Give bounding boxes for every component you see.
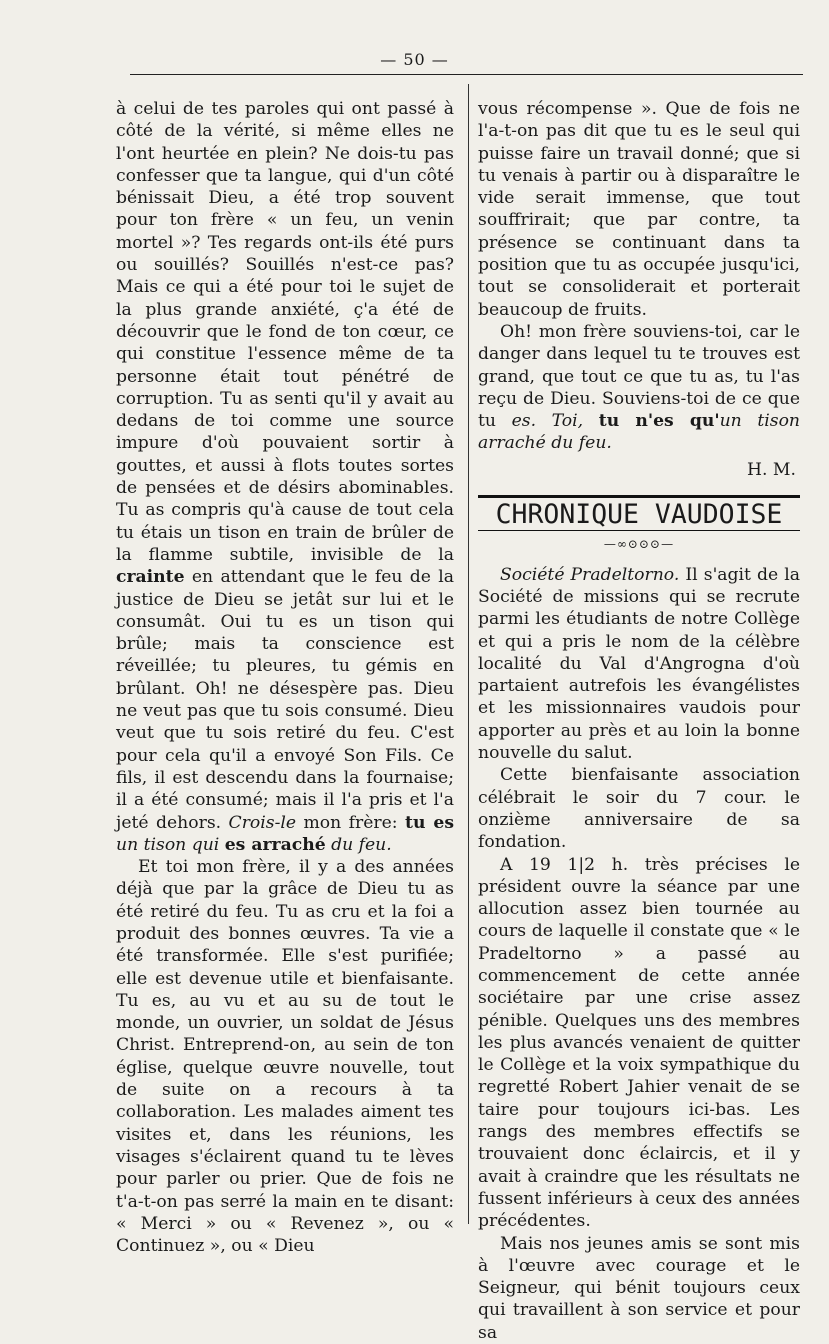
section-title: CHRONIQUE VAUDOISE [495, 499, 783, 531]
right-p3-text: Il s'agit de la Société de missions qui se recrute parmi les étudiants de notre Collège et qui a pris le nom de la célèbre localité du Val d'Angrogna d'où partaient autrefois les évangélistes et les missionnaires vaudois pour apporter au près et au loin la bonne nouvelle du salut. [478, 564, 800, 764]
column-divider [468, 84, 469, 1224]
left-p1-bold-3: es arraché [224, 834, 326, 855]
left-p1c-text: mon frère: [303, 812, 398, 833]
right-paragraph-5: A 19 1|2 h. très précises le président ouvre la séance par une allocution assez bien tournée au cours de laquelle il constate que « le Pradeltorno » a passé au commencement de cette année sociétaire par une crise assez pénible. Quelques uns des membres les plus avancés venaient de quitter le Collège et la voix sympathique du regretté Robert Jahier venait de se taire pour toujours ici-bas. Les rangs des membres effectifs se trouvaient donc éclaircis, et il y avait à craindre que les résultats ne fussent inférieurs à ceux des années précédentes. [478, 854, 800, 1232]
ornament: —∞⊙⊙⊙— [603, 537, 675, 552]
right-p3-italic: Société Pradeltorno. [500, 564, 680, 585]
left-p1-italic-2: un tison qui [116, 834, 220, 855]
section-rule-bottom [478, 530, 800, 531]
left-paragraph-1 [116, 98, 454, 856]
right-p2-bold: tu n'es qu' [598, 411, 720, 432]
left-p1-italic-3: du feu. [331, 834, 392, 855]
left-p1b-text: en attendant que le feu de la justice de Dieu se jetât sur lui et le consumât. Oui tu es un tison qui brûle; mais ta conscience est réveillée; tu pleures, tu gémis en brûlant. Oh! ne désespère pas. Dieu ne veut pas que tu sois consumé. Dieu veut que tu sois retiré du feu. C'est pour cela qu'il a envoyé Son Fils. Ce fils, il est descendu dans la fournaise; il a été consumé; mais il l'a pris et l'a jeté dehors. [116, 567, 455, 833]
right-paragraph-4: Cette bienfaisante association célébrait le soir du 7 cour. le onzième anniversaire de sa fondation. [478, 765, 800, 853]
section-rule-top [478, 495, 800, 498]
right-p2-italic-1: es. Toi, [511, 411, 584, 432]
left-paragraph-2: Et toi mon frère, il y a des années déjà que par la grâce de Dieu tu as été retiré du feu. Tu as cru et la foi a produit des bonnes œuvres. Ta vie a été transformée. Elle s'est purifiée; elle est devenue utile et bienfaisante. Tu es, au vu et au su de tout le monde, un ouvrier, un soldat de Jésus Christ. Entreprend-on, au sein de ton église, quelque œuvre nouvelle, tout de suite on a recours à ta collaboration. Les malades aiment tes visites et, dans les réunions, les visages s'éclairent quand tu te lèves pour parler ou prier. Que de fois ne t'a-t-on pas serré la main en te disant: « Merci » ou « Revenez », ou « Continuez », ou « Dieu [116, 857, 454, 1257]
right-p2-text: Oh! mon frère souviens-toi, car le danger dans lequel tu te trouves est grand, que tout ce que tu as, tu l'as reçu de Dieu. Souviens-toi de ce que tu [478, 321, 800, 432]
right-paragraph-2 [478, 321, 800, 455]
left-p1-italic-1: Crois-le [228, 812, 297, 833]
right-p2-italic-2: un tison arraché du feu. [478, 411, 801, 454]
right-paragraph-6: Mais nos jeunes amis se sont mis à l'œuvre avec courage et le Seigneur, qui bénit toujours ceux qui travaillent à son service et pour sa [478, 1233, 800, 1343]
right-column [478, 98, 800, 1344]
right-paragraph-1: vous récompense ». Que de fois ne l'a-t-on pas dit que tu es le seul qui puisse faire un travail donné; que si tu venais à partir ou à disparaître le vide serait immense, que tout souffrirait; que par contre, ta présence se continuant dans ta position que tu as occupée jusqu'ici, tout se consoliderait et porterait beaucoup de fruits. [478, 99, 800, 320]
article-signature: H. M. [747, 459, 796, 480]
right-paragraph-3 [478, 564, 800, 765]
left-p1-bold-2: tu es [405, 812, 455, 833]
left-p1-text: à celui de tes paroles qui ont passé à côté de la vérité, si même elles ne l'ont heurtée en plein? Ne dois-tu pas confesser que ta langue, qui d'un côté bénissait Dieu, a été trop souvent pour ton frère « un feu, un venin mortel »? Tes regards ont-ils été purs ou souillés? Souillés n'est-ce pas? Mais ce qui a été pour toi le sujet de la plus grande anxiété, ç'a été de découvrir que le fond de ton cœur, ce qui constitue l'essence même de ta personne était tout pénétré de corruption. Tu as senti qu'il y avait au dedans de toi comme une source impure d'où pouvaient sortir à gouttes, et aussi à flots toutes sortes de pensées et de désirs abominables. Tu as compris qu'à cause de tout cela tu étais un tison en train de brûler de la flamme subtile, invisible de la [116, 99, 454, 565]
top-rule [130, 74, 803, 75]
page-number: — 50 — [380, 50, 449, 69]
left-column [116, 98, 454, 1257]
left-p1-bold: crainte [116, 567, 185, 588]
